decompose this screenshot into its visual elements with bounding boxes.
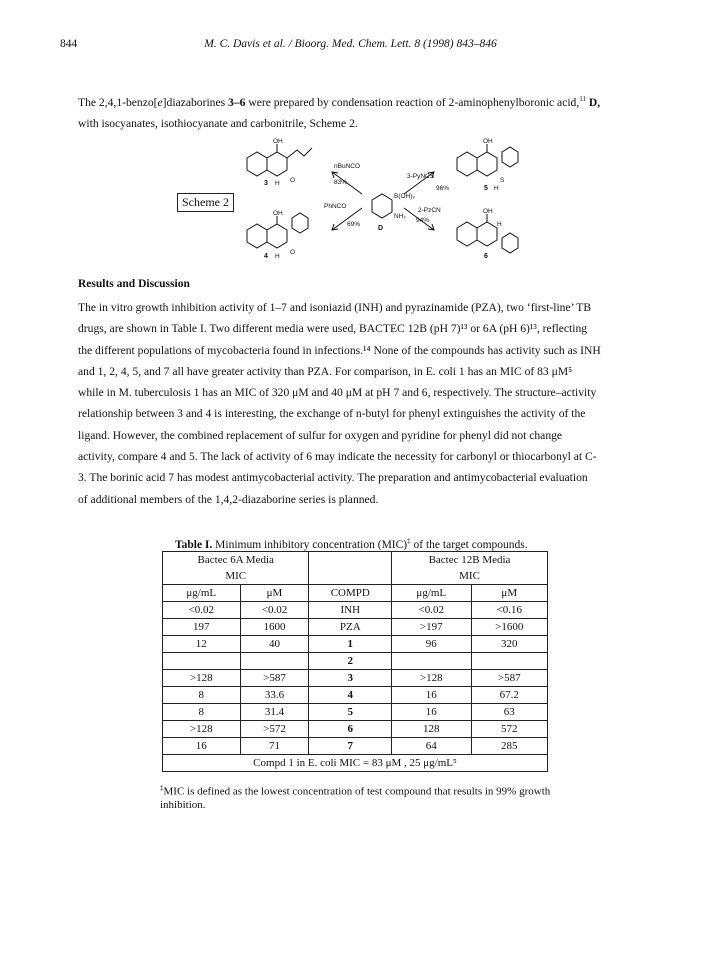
- h-label-5: H: [494, 185, 499, 192]
- table-row: >128 >572 6 128 572: [163, 721, 548, 738]
- table-caption: Table I. Minimum inhibitory concentration (MIC)‡ of the target compounds.: [175, 537, 528, 551]
- group-header-12b: Bactec 12B Media MIC: [392, 552, 548, 585]
- oh-label-3: OH: [273, 138, 283, 145]
- yield-94: 94%: [416, 217, 430, 224]
- table-footnote: ‡MIC is defined as the lowest concentration of test compound that results in 99% growth inhibition.: [160, 784, 551, 811]
- oh-label-6: OH: [483, 208, 493, 215]
- boh2-label: B(OH)₂: [394, 193, 415, 200]
- table-row: <0.02 <0.02 INH <0.02 <0.16: [163, 602, 548, 619]
- compound-4-label: 4: [264, 253, 268, 260]
- section-title: Results and Discussion: [78, 278, 190, 290]
- table-row: 8 31.4 5 16 63: [163, 704, 548, 721]
- o-label-3: O: [290, 177, 296, 184]
- table-row: 16 71 7 64 285: [163, 738, 548, 755]
- running-header: [52, 38, 649, 54]
- table-row: 8 33.6 4 16 67.2: [163, 687, 548, 704]
- table-row: 12 40 1 96 320: [163, 636, 548, 653]
- h-label-3: H: [275, 180, 280, 187]
- intro-paragraph: The 2,4,1-benzo[e]diazaborines 3–6 were prepared by condensation reaction of 2-aminophenylboronic acid,$^{11}$ D, with isocyanates, isothiocyanate and carbonitrile, Scheme 2.: [78, 95, 601, 130]
- yield-96: 96%: [436, 185, 450, 192]
- reagent-2pzcn: 2-PzCN: [418, 207, 441, 214]
- reagent-phnco: PhNCO: [324, 203, 347, 210]
- nh2-label: NH₂: [394, 213, 406, 220]
- reaction-scheme-drawing: [172, 138, 592, 266]
- page-number: 844: [60, 38, 78, 50]
- reagent-3pyncs: 3-PyNCS: [407, 173, 435, 180]
- scheme-label: Scheme 2: [177, 193, 234, 212]
- reagent-nbunco: nBuNCO: [334, 163, 361, 170]
- table-row: >128 >587 3 >128 >587: [163, 670, 548, 687]
- s-label-5: S: [500, 177, 505, 184]
- o-label-4: O: [290, 249, 296, 256]
- h-label-4: H: [275, 253, 280, 260]
- mic-table: [162, 551, 548, 772]
- table-note-row: Compd 1 in E. coli MIC = 83 μM , 25 μg/mL⁵: [163, 755, 548, 772]
- h-label-6: H: [497, 221, 502, 228]
- body-paragraph: The in vitro growth inhibition activity of 1–7 and isoniazid (INH) and pyrazinamide (PZA), two ‘first-line’ TB drugs, are shown in Table I. Two different media were used, BACTEC 12B (pH 7)¹³ or 6A (pH 6)¹³, reflecting the different populations of mycobacteria found in infections.¹⁴ None of the compounds has activity such as INH and 1, 2, 4, 5, and 7 all have greater activity than PZA. For comparison, in E. coli 1 has an MIC of 83 μM⁵ while in M. tuberculosis 1 has an MIC of 320 μM and 40 μM at pH 7 and 6, respectively. The structure–activity relationship between 3 and 4 is interesting, the exchange of n-butyl for phenyl extinguishes the activity of the ligand. However, the combined replacement of sulfur for oxygen and pyridine for phenyl did not change activity, compare 4 and 5. The lack of activity of 6 may indicate the necessity for carbonyl or thiocarbonyl at C- 3. The borinic acid 7 has modest antimycobacterial activity. The preparation and antimycobacterial evaluation of additional members of the 1,4,2-diazaborine series is planned.: [78, 301, 601, 506]
- table-header-row: μg/mL μM COMPD μg/mL μM: [163, 585, 548, 602]
- compound-5-label: 5: [484, 185, 488, 192]
- table-row: 2: [163, 653, 548, 670]
- running-head: M. C. Davis et al. / Bioorg. Med. Chem. Lett. 8 (1998) 843–846: [204, 38, 497, 50]
- scheme-2-figure: [172, 138, 592, 266]
- table-row: 197 1600 PZA >197 >1600: [163, 619, 548, 636]
- oh-label-4: OH: [273, 210, 283, 217]
- group-header-6a: Bactec 6A Media MIC: [163, 552, 309, 585]
- yield-69: 69%: [347, 221, 361, 228]
- compound-6-label: 6: [484, 253, 488, 260]
- compound-d-label: D: [378, 225, 384, 232]
- yield-83: 83%: [334, 179, 348, 186]
- oh-label-5: OH: [483, 138, 493, 145]
- compound-3-label: 3: [264, 180, 268, 187]
